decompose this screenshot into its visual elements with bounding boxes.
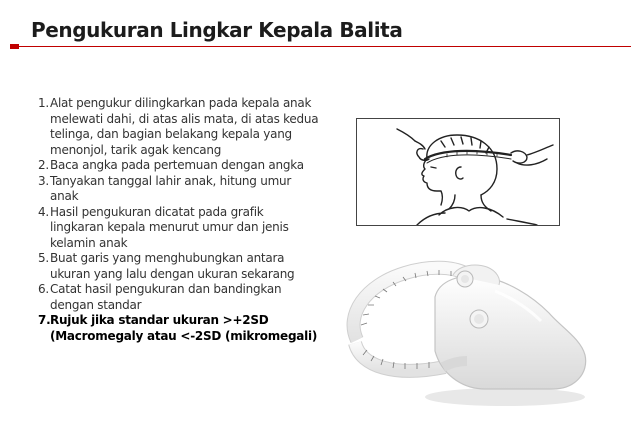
step-text: Tanyakan tanggal lahir anak, hitung umur anak [50,173,292,203]
step-number: 3. [38,173,49,188]
slide-title: Pengukuran Lingkar Kepala Balita [31,18,403,42]
measuring-tape-drawing [335,255,595,410]
step-number: 6. [38,282,49,296]
step-number: 7. [38,313,51,327]
step-item-1 [38,96,320,158]
child-head-drawing [357,119,559,225]
step-item-4 [38,205,320,252]
step-text: Catat hasil pengukuran dan bandingkan dengan standar [50,282,282,312]
step-number: 2. [38,158,49,172]
step-item-3 [38,174,320,205]
step-text: Baca angka pada pertemuan dengan angka [50,158,304,172]
step-text: Buat garis yang menghubungkan antara ukuran yang lalu dengan ukuran sekarang [50,251,295,281]
step-item-2 [38,158,320,174]
step-item-6 [38,282,320,313]
step-text: Hasil pengukuran dicatat pada grafik lingkaran kepala menurut umur dan jenis kelamin anak [50,204,289,250]
measuring-tape-image [335,255,595,410]
title-accent-marker [10,44,19,49]
step-number: 1. [38,96,49,110]
step-text: Alat pengukur dilingkarkan pada kepala anak melewati dahi, di atas alis mata, di atas kedua telinga, dan bagian belakang kepala yang menonjol, tarik agak kencang [50,96,319,157]
step-number: 5. [38,251,49,265]
step-text: Rujuk jika standar ukuran >+2SD (Macromegaly atau <-2SD (mikromegali) [50,313,318,343]
step-number: 4. [38,204,49,219]
step-item-7 [38,313,320,344]
steps-list [38,96,320,344]
title-underline [19,46,631,47]
head-measurement-illustration [356,118,560,226]
step-item-5 [38,251,320,282]
